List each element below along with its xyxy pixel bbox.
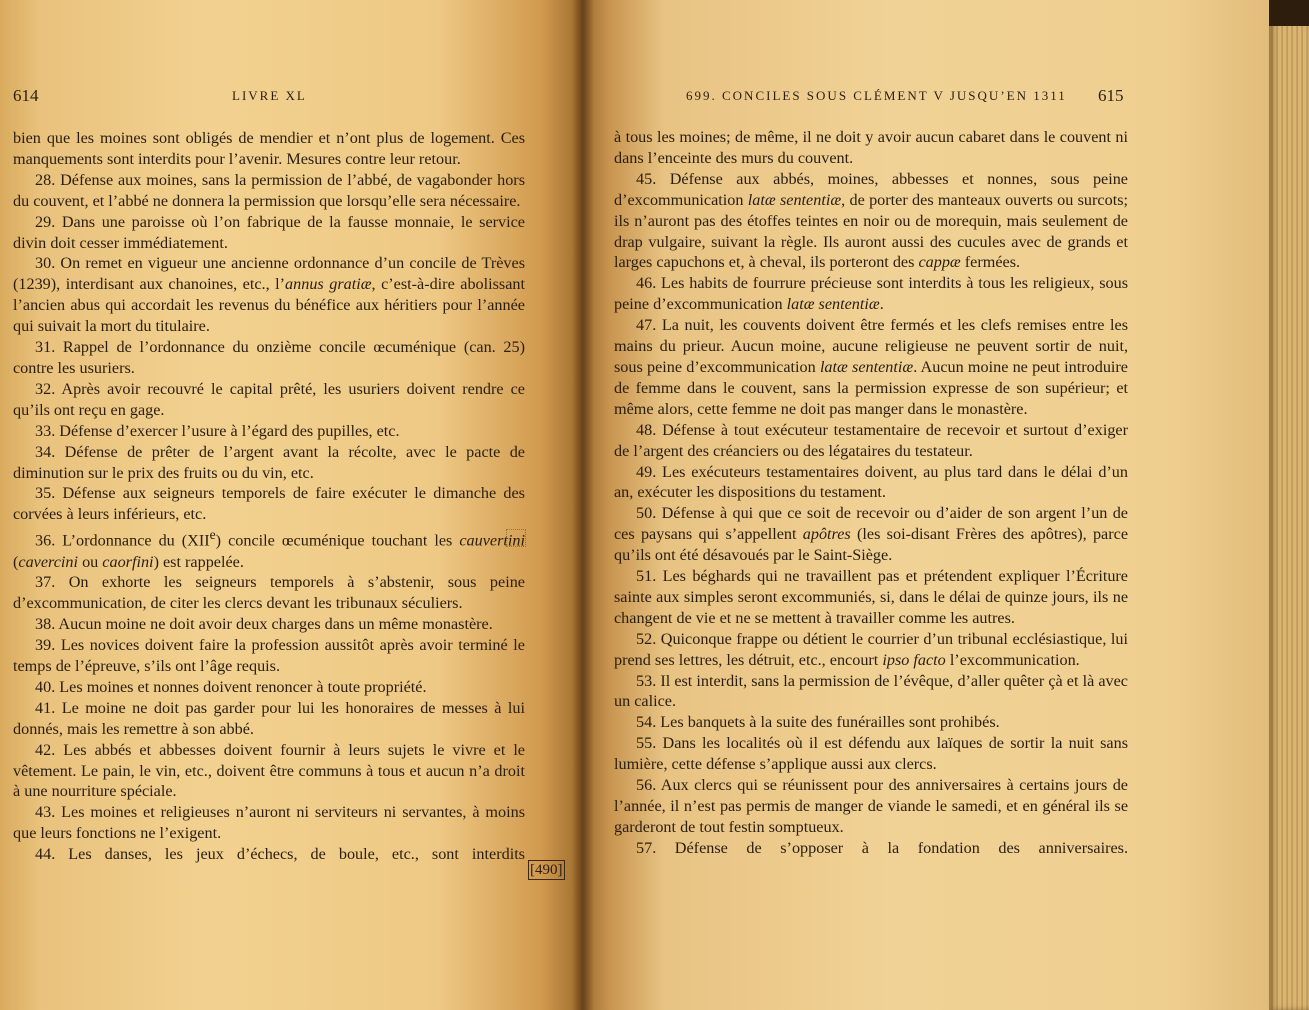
paragraph: 34. Défense de prêter de l’argent avant la récolte, avec le pacte de diminution sur le prix des fruits ou du vin, etc. (13, 442, 525, 482)
left-page-text (13, 128, 525, 865)
paragraph: 53. Il est interdit, sans la permission de l’évêque, d’aller quêter çà et là avec un calice. (614, 671, 1128, 711)
paragraph: à tous les moines; de même, il ne doit y avoir aucun cabaret dans le couvent ni dans l’enceinte des murs du couvent. (614, 128, 1128, 167)
paragraph: 54. Les banquets à la suite des funérailles sont prohibés. (636, 713, 1000, 732)
paragraph: 31. Rappel de l’ordonnance du onzième concile œcuménique (can. 25) contre les usuriers. (13, 338, 525, 377)
paragraph: 30. On remet en vigueur une ancienne ordonnance d’un concile de Trèves (1239), interdisant aux chanoines, etc., l’annus gratiæ, c’est-à-dire abolissant l’ancien abus qui accordait les revenus du bénéfice aux héritiers pour l’année qui suivait la mort du titulaire. (13, 254, 525, 336)
left-page (0, 0, 582, 1010)
paragraph: 55. Dans les localités où il est défendu aux laïques de sortir la nuit sans lumière, cette défense s’applique aussi aux clercs. (614, 734, 1128, 774)
right-page-number: 615 (1098, 86, 1124, 105)
paragraph: 40. Les moines et nonnes doivent renoncer à toute propriété. (35, 677, 427, 696)
page-edges-shadow (1269, 0, 1309, 26)
paragraph: 48. Défense à tout exécuteur testamentaire de recevoir et surtout d’exiger de l’argent des créanciers ou des légataires du testateur. (614, 420, 1128, 460)
right-running-head: 699. CONCILES SOUS CLÉMENT V JUSQU’EN 1311 (686, 88, 1067, 103)
paragraph: 28. Défense aux moines, sans la permission de l’abbé, de vagabonder hors du couvent, et l’abbé ne donnera la permission que lorsqu’elle sera nécessaire. (13, 170, 525, 210)
left-running-head: LIVRE XL (232, 88, 307, 103)
paragraph: 57. Défense de s’opposer à la fondation des anniversaires. (636, 838, 1128, 857)
paragraph: 46. Les habits de fourrure précieuse sont interdits à tous les religieux, sous peine d’excommunication latæ sententiæ. (614, 274, 1128, 314)
paragraph: bien que les moines sont obligés de mendier et n’ont plus de logement. Ces manquements sont interdits pour l’avenir. Mesures contre leur retour. (13, 129, 525, 168)
paragraph: 49. Les exécuteurs testamentaires doivent, au plus tard dans le délai d’un an, exécuter les dispositions du testament. (614, 462, 1128, 502)
paragraph: 43. Les moines et religieuses n’auront ni serviteurs ni servantes, à moins que leurs fonctions ne l’exigent. (13, 803, 525, 843)
page-edges (1269, 0, 1309, 1010)
paragraph: 45. Défense aux abbés, moines, abbesses et nonnes, sous peine d’excommunication latæ sententiæ, de porter des manteaux ouverts ou surcots; ils n’auront pas des étoffes teintes en noir ou de morequin, mais seulement de drap vulgaire, suivant la règle. Ils auront aussi des cucules avec de grands et larges capuchons et, à cheval, ils porteront des cappæ fermées. (614, 169, 1128, 272)
right-page (582, 0, 1269, 1010)
paragraph: 56. Aux clercs qui se réunissent pour des anniversaires à certains jours de l’année, il n’est pas permis de manger de viande le samedi, et en général ils se garderont de tout festin somptueux. (614, 776, 1128, 836)
paragraph: 50. Défense à qui que ce soit de recevoir ou d’aider de son argent l’un de ces paysans qui s’appellent apôtres (les soi-disant Frères des apôtres), parce qu’ils ont été désavoués par le Saint-Siège. (614, 504, 1129, 565)
left-page-number: 614 (13, 86, 39, 105)
paragraph: 38. Aucun moine ne doit avoir deux charges dans un même monastère. (35, 615, 493, 634)
paragraph: 35. Défense aux seigneurs temporels de faire exécuter le dimanche des corvées à leurs inférieurs, etc. (13, 484, 525, 524)
paragraph: 52. Quiconque frappe ou détient le courrier d’un tribunal ecclésiastique, lui prend ses lettres, les détruit, etc., encourt ipso facto l’excommunication. (614, 629, 1128, 669)
right-page-text (614, 127, 1128, 859)
paragraph: 37. On exhorte les seigneurs temporels à s’abstenir, sous peine d’excommunication, de citer les clercs devant les tribunaux séculiers. (13, 573, 525, 613)
paragraph: 33. Défense d’exercer l’usure à l’égard des pupilles, etc. (35, 421, 400, 440)
paragraph: 51. Les béghards qui ne travaillent pas et prétendent expliquer l’Écriture sainte aux simples seront excommuniés, si, dans le délai de quinze jours, ils ne changent de vie et ne se mettent à travailler comme les autres. (614, 567, 1128, 627)
margin-note: [490] (530, 862, 563, 878)
paragraph: 29. Dans une paroisse où l’on fabrique de la fausse monnaie, le service divin doit cesser immédiatement. (13, 212, 525, 252)
book-gutter (572, 0, 594, 1010)
library-stamp-icon (506, 529, 526, 547)
paragraph: 47. La nuit, les couvents doivent être fermés et les clefs remises entre les mains du prieur. Aucun moine, aucune religieuse ne peuvent sortir de nuit, sous peine d’excommunication latæ sententiæ. Aucun moine ne peut introduire de femme dans le couvent, sans la permission expresse de son supérieur; et même alors, cette femme ne doit pas manger dans le monastère. (614, 316, 1128, 418)
paragraph: 41. Le moine ne doit pas garder pour lui les honoraires de messes à lui donnés, mais les remettre à son abbé. (13, 698, 525, 738)
paragraph: 44. Les danses, les jeux d’échecs, de boule, etc., sont interdits (35, 845, 525, 864)
paragraph: 42. Les abbés et abbesses doivent fournir à leurs sujets le vivre et le vêtement. Le pain, le vin, etc., doivent être communs à tous et aucun n’a droit à une nourriture spéciale. (13, 740, 525, 801)
paragraph: 36. L’ordonnance du (XIIe) concile œcuménique touchant les cauvertini (cavercini ou caorfini) est rappelée. (13, 527, 525, 571)
paragraph: 32. Après avoir recouvré le capital prêté, les usuriers doivent rendre ce qu’ils ont reçu en gage. (13, 379, 525, 419)
paragraph: 39. Les novices doivent faire la profession aussitôt après avoir terminé le temps de l’épreuve, s’ils ont l’âge requis. (13, 636, 525, 676)
